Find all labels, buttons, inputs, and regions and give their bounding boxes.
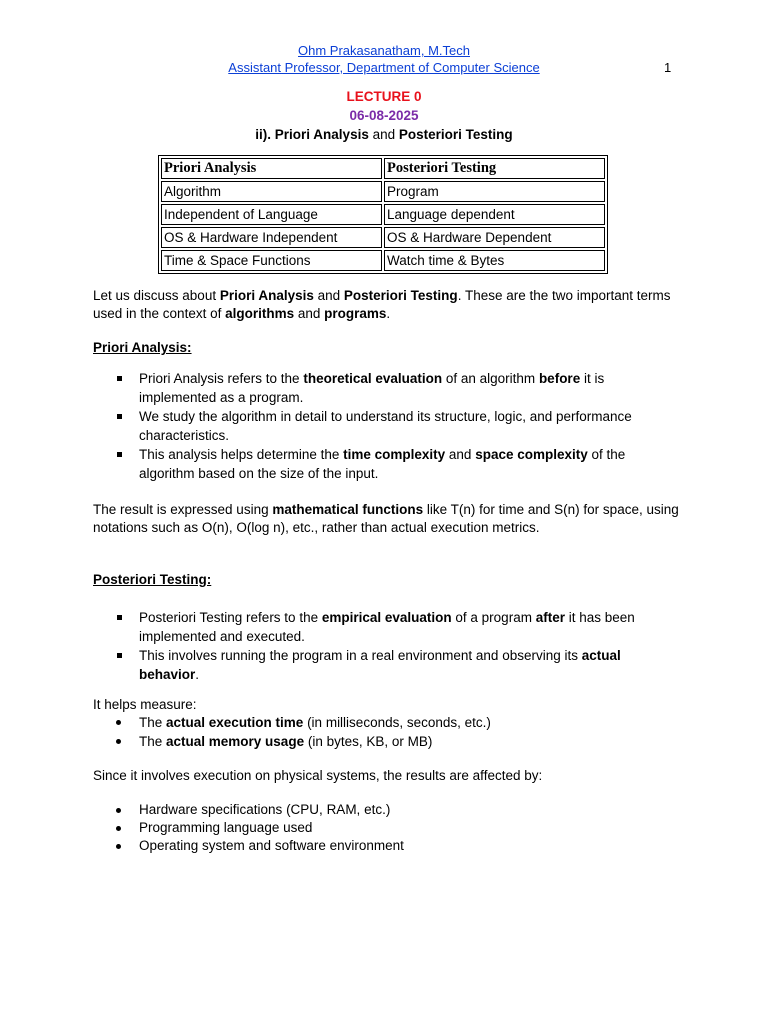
text-run: and — [313, 288, 344, 303]
bold-run: empirical evaluation — [321, 610, 452, 625]
bold-run: programs — [324, 306, 387, 321]
text-run: (in milliseconds, seconds, etc.) — [303, 715, 491, 730]
section-heading — [0, 127, 768, 142]
list-item: We study the algorithm in detail to understand its structure, logic, and performance characteristics. — [93, 407, 683, 445]
bold-run: actual memory usage — [166, 734, 305, 749]
list-item — [93, 713, 683, 732]
posteriori-bullet-list — [93, 608, 683, 684]
text-run: (in bytes, KB, or MB) — [304, 734, 433, 749]
text-run: The — [139, 734, 167, 749]
intro-paragraph — [93, 287, 683, 323]
text-run: . — [386, 306, 391, 321]
text-run: it is implemented as a program. — [139, 371, 605, 405]
bold-run: theoretical evaluation — [303, 371, 443, 386]
bold-run: Priori Analysis — [219, 288, 314, 303]
result-paragraph — [93, 501, 683, 537]
text-run: Priori Analysis refers to the — [139, 371, 304, 386]
author-link[interactable]: Ohm Prakasanatham, M.Tech — [298, 43, 470, 58]
list-item — [93, 445, 683, 483]
table-cell: Watch time & Bytes — [384, 250, 605, 271]
position-link[interactable]: Assistant Professor, Department of Computer Science — [228, 60, 540, 75]
list-item — [93, 646, 683, 684]
bold-run: time complexity — [343, 447, 446, 462]
table-row — [161, 181, 605, 202]
bold-run: algorithms — [225, 306, 295, 321]
list-item — [93, 369, 683, 407]
author-line — [0, 43, 768, 58]
list-item — [93, 732, 683, 751]
text-run: it has been implemented and executed. — [139, 610, 635, 644]
heading-and: and — [372, 127, 396, 142]
factors-list — [93, 801, 683, 855]
text-run: Let us discuss about — [93, 288, 220, 303]
text-run: and — [445, 447, 476, 462]
posteriori-heading: Posteriori Testing: — [93, 572, 212, 587]
text-run: and — [294, 306, 325, 321]
table-cell: Algorithm — [161, 181, 382, 202]
text-run: of the algorithm based on the size of the input. — [139, 447, 626, 481]
table-header-row — [161, 158, 605, 179]
affected-intro: Since it involves execution on physical systems, the results are affected by: — [93, 768, 543, 783]
text-run: . — [195, 667, 200, 682]
measure-intro: It helps measure: — [93, 697, 197, 712]
priori-bullet-list — [93, 369, 683, 483]
heading-prefix: ii). Priori Analysis — [255, 127, 369, 142]
text-run: The — [139, 715, 167, 730]
bold-run: after — [535, 610, 565, 625]
bold-run: before — [538, 371, 581, 386]
table-cell: Language dependent — [384, 204, 605, 225]
lecture-title: LECTURE 0 — [346, 89, 422, 104]
table-row — [161, 250, 605, 271]
table-header-cell: Posteriori Testing — [384, 158, 605, 179]
text-run: This involves running the program in a real environment and observing its — [139, 648, 582, 663]
measure-list — [93, 713, 683, 751]
bold-run: actual behavior — [139, 648, 621, 682]
table-cell: OS & Hardware Dependent — [384, 227, 605, 248]
text-run: This analysis helps determine the — [139, 447, 344, 462]
lecture-date: 06-08-2025 — [349, 108, 419, 123]
table-cell: OS & Hardware Independent — [161, 227, 382, 248]
text-run: Posteriori Testing refers to the — [139, 610, 322, 625]
list-item: Hardware specifications (CPU, RAM, etc.) — [93, 801, 683, 819]
table-row — [161, 227, 605, 248]
table-row — [161, 204, 605, 225]
list-item — [93, 608, 683, 646]
bold-run: Posteriori Testing — [343, 288, 458, 303]
priori-heading: Priori Analysis: — [93, 340, 192, 355]
bold-run: space complexity — [475, 447, 588, 462]
comparison-table — [158, 155, 608, 274]
text-run: of a program — [451, 610, 536, 625]
list-item: Operating system and software environment — [93, 837, 683, 855]
text-run: . These are the two important terms used in the context of — [93, 288, 671, 321]
table-cell: Program — [384, 181, 605, 202]
position-line — [0, 60, 768, 75]
heading-suffix: Posteriori Testing — [398, 127, 513, 142]
table-cell: Independent of Language — [161, 204, 382, 225]
text-run: The result is expressed using — [93, 502, 273, 517]
text-run: of an algorithm — [442, 371, 539, 386]
list-item: Programming language used — [93, 819, 683, 837]
table-cell: Time & Space Functions — [161, 250, 382, 271]
bold-run: mathematical functions — [272, 502, 424, 517]
table-header-cell: Priori Analysis — [161, 158, 382, 179]
page-number: 1 — [664, 60, 672, 75]
text-run: like T(n) for time and S(n) for space, using notations such as O(n), O(log n), etc., rather than actual execution metrics. — [93, 502, 679, 535]
bold-run: actual execution time — [166, 715, 304, 730]
